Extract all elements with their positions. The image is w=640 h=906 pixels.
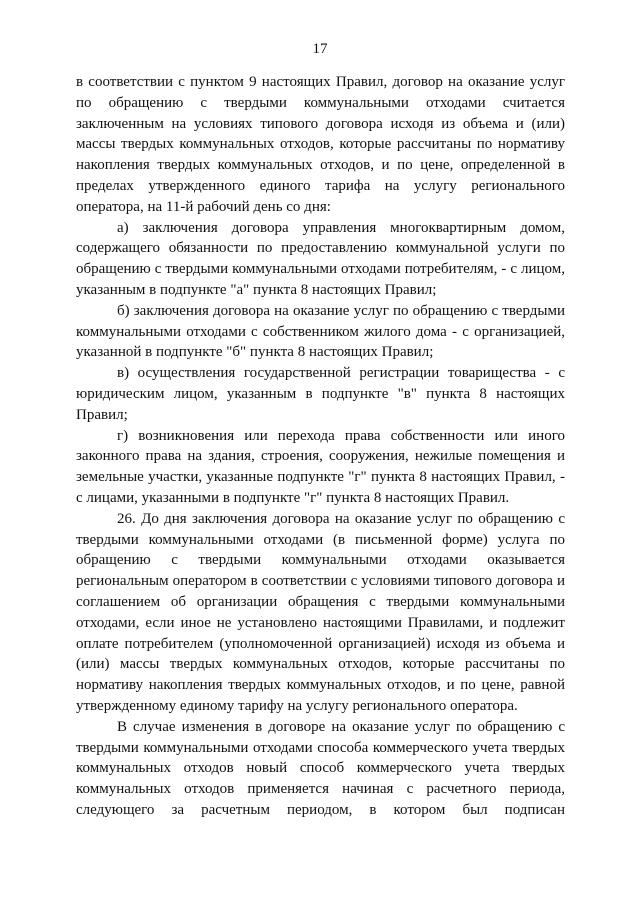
document-body — [76, 72, 565, 821]
paragraph-change-accounting: В случае изменения в договоре на оказание услуг по обращению с твердыми коммунальными отходами способа коммерческого учета твердых коммунальных отходов новый способ коммерческого учета твердых коммунальных отходов применяется начиная с расчетного периода, следующего за расчетным периодом, в котором был подписан — [76, 718, 565, 818]
paragraph-item-g: г) возникновения или перехода права собственности или иного законного права на здания, строения, сооружения, нежилые помещения и земельные участки, указанные подпункте "г" пункта 8 настоящих Правил, - с лицами, указанными в подпункте "г" пункта 8 настоящих Правил. — [76, 427, 565, 506]
paragraph-continuation: в соответствии с пунктом 9 настоящих Правил, договор на оказание услуг по обращению с твердыми коммунальными отходами считается заключенным на условиях типового договора исходя из объема и (или) массы твердых коммунальных отходов, которые рассчитаны по нормативу накопления твердых коммунальных отходов, и по цене, определенной в пределах утвержденного единого тарифа на услугу регионального оператора, на 11-й рабочий день со дня: — [76, 74, 565, 215]
paragraph-item-v: в) осуществления государственной регистрации товарищества - с юридическим лицом, указанным в подпункте "в" пункта 8 настоящих Правил; — [76, 365, 565, 423]
paragraph-item-b: б) заключения договора на оказание услуг по обращению с твердыми коммунальными отходами с собственником жилого дома - с организацией, указанной в подпункте "б" пункта 8 настоящих Правил; — [76, 302, 565, 361]
page-number: 17 — [312, 41, 328, 57]
paragraph-item-a: а) заключения договора управления многоквартирным домом, содержащего обязанности по предоставлению коммунальной услуги по обращению с твердыми коммунальными отходами потребителям, - с лицом, указанным в подпункте "а" пункта 8 настоящих Правил; — [76, 219, 565, 298]
paragraph-26: 26. До дня заключения договора на оказание услуг по обращению с твердыми коммунальными отходами (в письменной форме) услуга по обращению с твердыми коммунальными отходами оказывается региональным оператором в соответствии с условиями типового договора и соглашением об организации обращения с твердыми коммунальными отходами, если иное не установлено настоящими Правилами, и подлежит оплате потребителем (уполномоченной организацией) исходя из объема и (или) массы твердых коммунальных отходов, которые рассчитаны по нормативу накопления твердых коммунальных отходов, и по цене, равной утвержденному единому тарифу на услугу регионального оператора. — [76, 510, 565, 714]
